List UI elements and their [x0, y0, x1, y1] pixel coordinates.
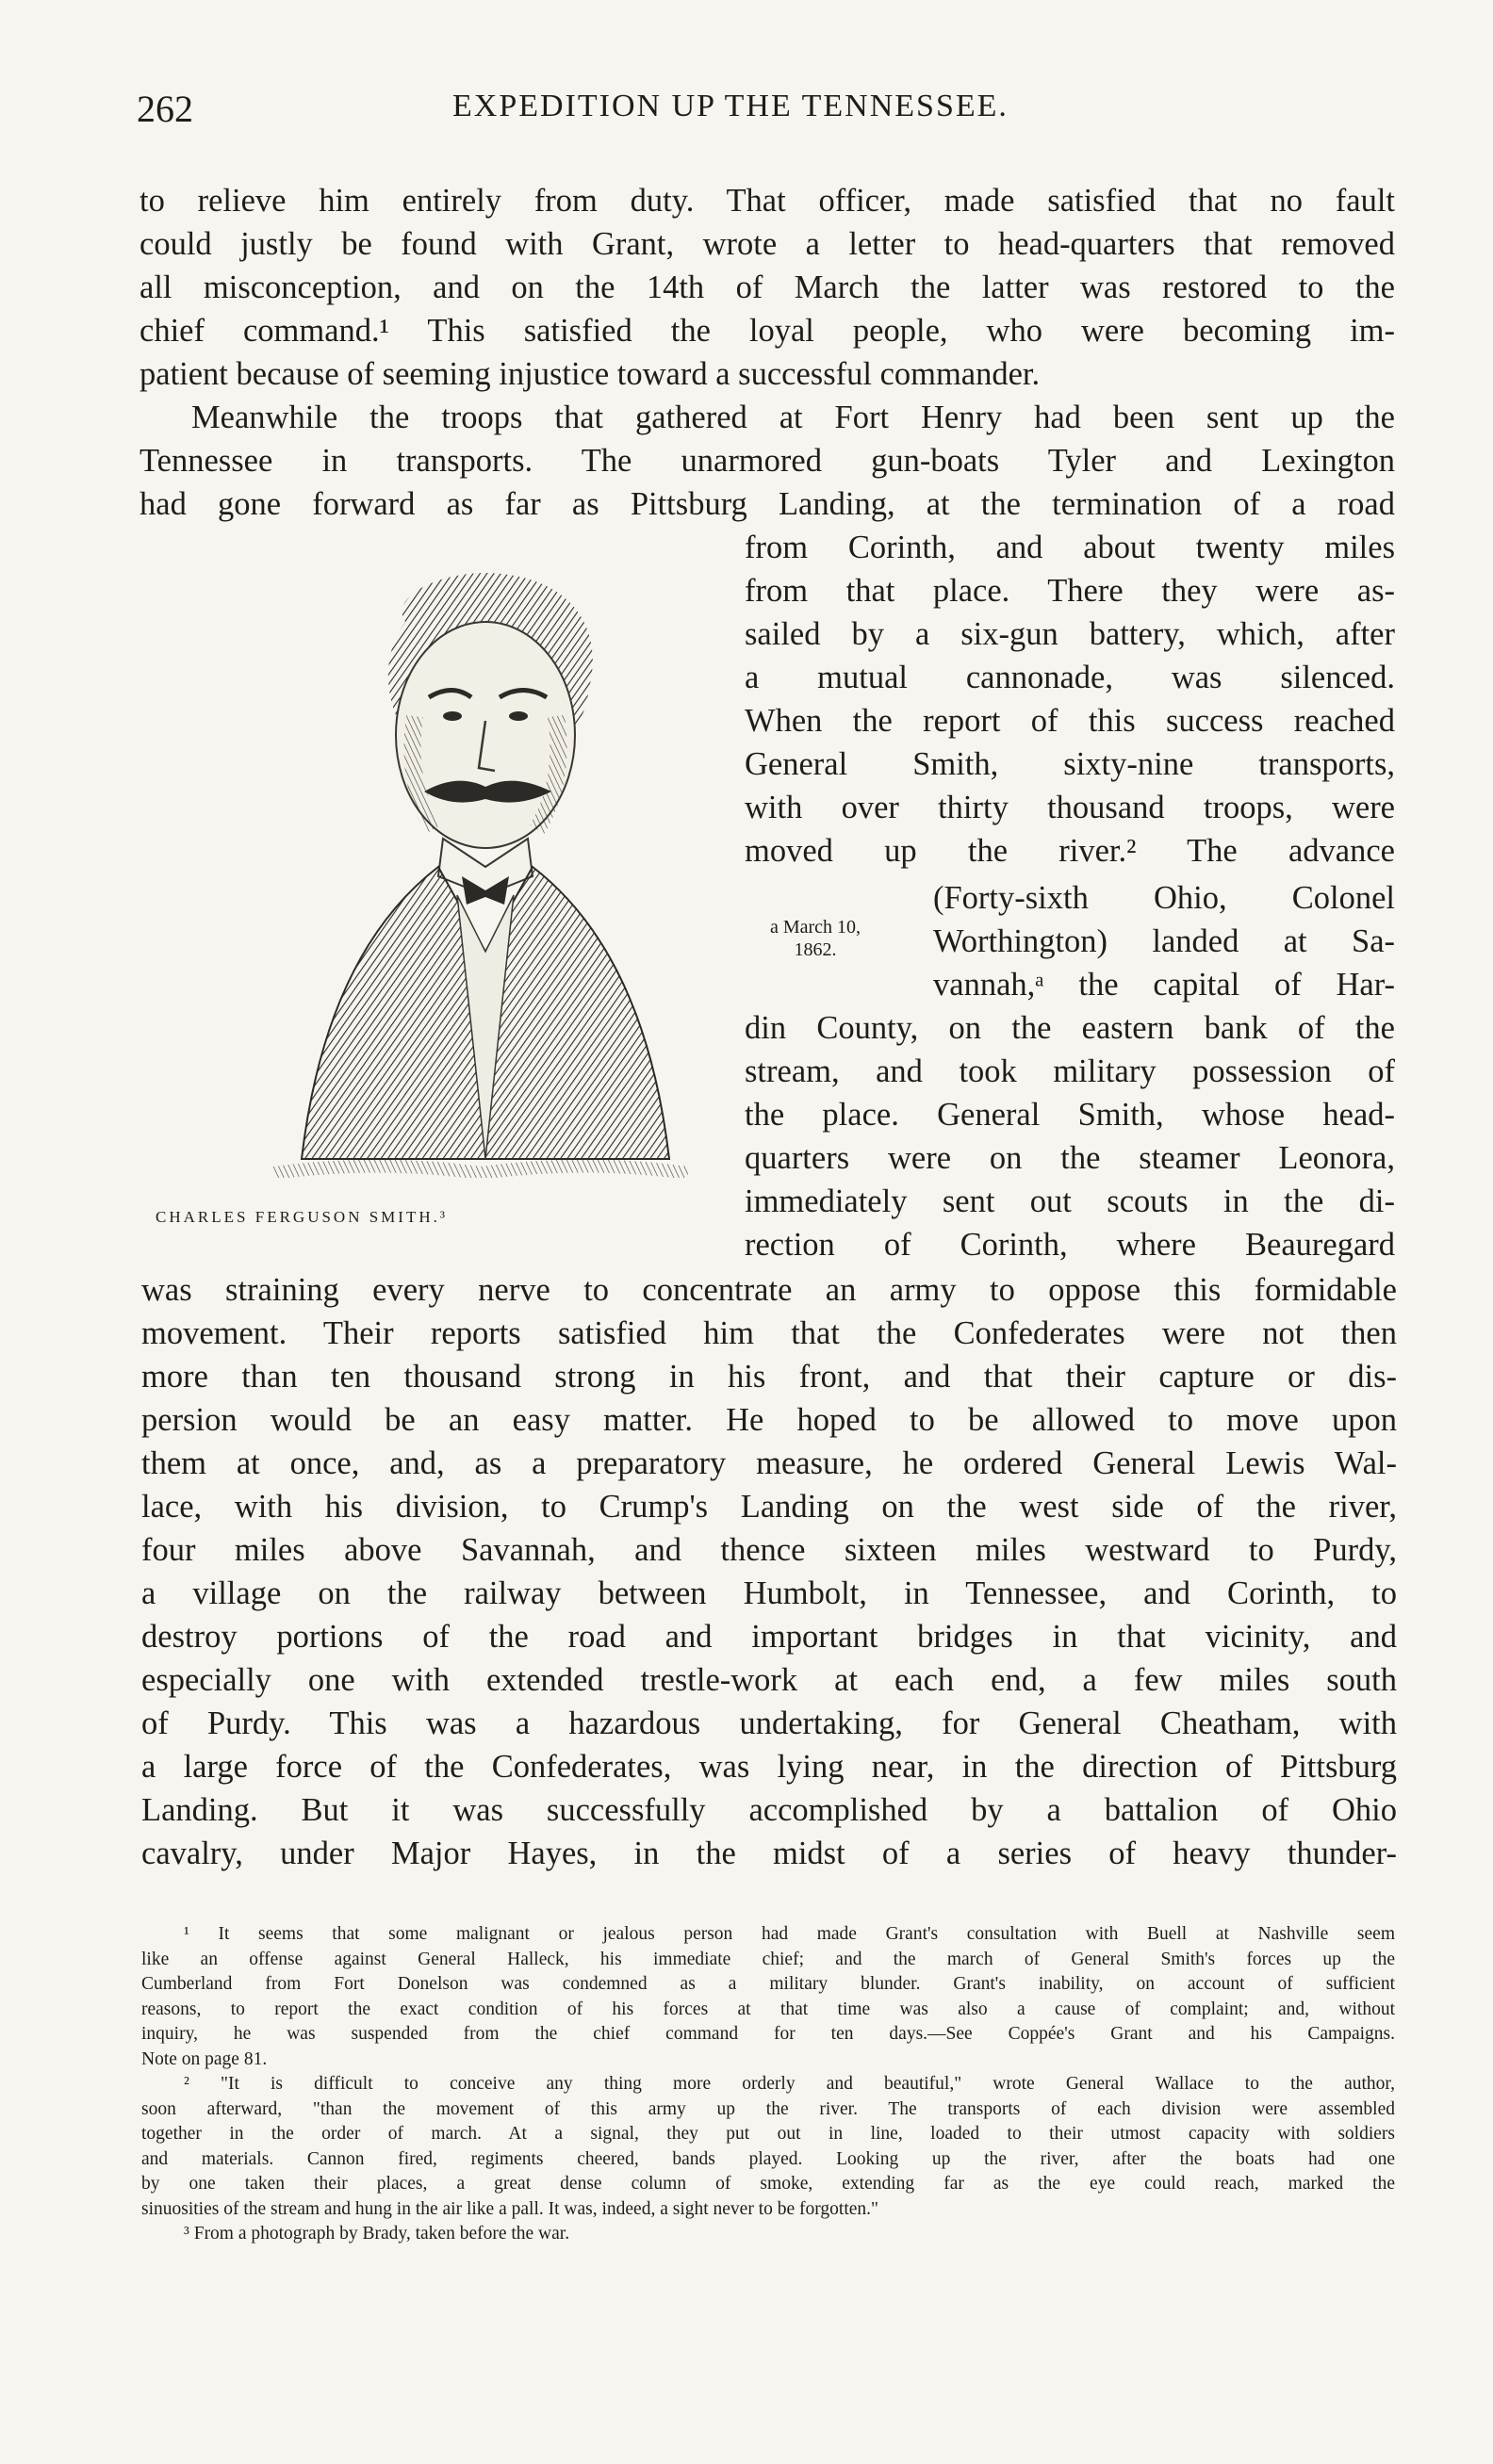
- footnote-line: like an offense against General Halleck, his immediate chief; and the march of General Smith's forces up the: [141, 1949, 1395, 1969]
- text-line: with over thirty thousand troops, were: [745, 790, 1395, 825]
- text-line: from Corinth, and about twenty miles: [745, 530, 1395, 565]
- footnotes: [141, 1922, 1395, 2247]
- text-line: from that place. There they were as-: [745, 573, 1395, 609]
- text-line: cavalry, under Major Hayes, in the midst of a series of heavy thunder-: [141, 1836, 1397, 1871]
- text-line: Meanwhile the troops that gathered at Fort Henry had been sent up the: [191, 400, 1395, 435]
- footnote-1: [141, 1922, 1395, 2072]
- lower-paragraph: [141, 1268, 1397, 1875]
- text-line: movement. Their reports satisfied him that the Confederates were not then: [141, 1315, 1397, 1351]
- text-line: din County, on the eastern bank of the: [745, 1010, 1395, 1046]
- text-line: When the report of this success reached: [745, 703, 1395, 739]
- text-line: (Forty-sixth Ohio, Colonel: [933, 880, 1395, 916]
- text-line: could justly be found with Grant, wrote a letter to head-quarters that removed: [139, 226, 1395, 262]
- footnote-line: sinuosities of the stream and hung in the air like a pall. It was, indeed, a sight never to be forgotten.": [141, 2198, 878, 2219]
- text-line: General Smith, sixty-nine transports,: [745, 746, 1395, 782]
- portrait-figure: [226, 556, 735, 1206]
- text-line: patient because of seeming injustice toward a successful commander.: [139, 356, 1041, 392]
- text-line: had gone forward as far as Pittsburg Landing, at the termination of a road: [139, 486, 1395, 522]
- text-line: more than ten thousand strong in his front, and that their capture or dis-: [141, 1359, 1397, 1395]
- text-line: Tennessee in transports. The unarmored gun-boats Tyler and Lexington: [139, 443, 1395, 479]
- footnote-line: ¹ It seems that some malignant or jealous person had made Grant's consultation with Buell at Nashville seem: [184, 1924, 1395, 1944]
- wrapped-text-lower: [745, 1006, 1395, 1266]
- footnote-line: reasons, to report the exact condition of his forces at that time was also a cause of complaint; and, without: [141, 1999, 1395, 2019]
- portrait-engraving: [264, 556, 697, 1178]
- text-line: was straining every nerve to concentrate an army to oppose this formidable: [141, 1272, 1397, 1308]
- text-line: quarters were on the steamer Leonora,: [745, 1140, 1395, 1176]
- text-line: vannah,ᵃ the capital of Har-: [933, 967, 1395, 1003]
- text-line: immediately sent out scouts in the di-: [745, 1183, 1395, 1219]
- text-line: all misconception, and on the 14th of March the latter was restored to the: [139, 269, 1395, 305]
- text-line: a large force of the Confederates, was lying near, in the direction of Pittsburg: [141, 1749, 1397, 1785]
- footnote-line: Cumberland from Fort Donelson was condemned as a military blunder. Grant's inability, on account of sufficient: [141, 1974, 1395, 1994]
- footnote-line: by one taken their places, a great dense column of smoke, extending far as the eye could reach, marked the: [141, 2174, 1395, 2194]
- footnote-line: Note on page 81.: [141, 2048, 268, 2069]
- text-line: four miles above Savannah, and thence sixteen miles westward to Purdy,: [141, 1532, 1397, 1568]
- text-line: persion would be an easy matter. He hoped to be allowed to move upon: [141, 1402, 1397, 1438]
- text-line: stream, and took military possession of: [745, 1053, 1395, 1089]
- running-title: EXPEDITION UP THE TENNESSEE.: [452, 89, 1009, 123]
- footnote-line: soon afterward, "than the movement of this army up the river. The transports of each division were assembled: [141, 2098, 1395, 2119]
- text-line: lace, with his division, to Crump's Landing on the west side of the river,: [141, 1489, 1397, 1525]
- figure-caption: CHARLES FERGUSON SMITH.³: [156, 1208, 448, 1226]
- top-paragraphs: [139, 179, 1395, 526]
- text-line: moved up the river.² The advance: [745, 833, 1395, 869]
- footnote-3: [141, 2222, 1395, 2247]
- footnote-line: together in the order of march. At a signal, they put out in line, loaded to their utmost capacity with soldiers: [141, 2124, 1395, 2144]
- text-line: a mutual cannonade, was silenced.: [745, 660, 1395, 695]
- footnote-line: ² "It is difficult to conceive any thing more orderly and beautiful," wrote General Wallace to the author,: [184, 2074, 1395, 2094]
- text-line: of Purdy. This was a hazardous undertaking, for General Cheatham, with: [141, 1705, 1397, 1741]
- footnote-2: [141, 2072, 1395, 2222]
- text-line: Worthington) landed at Sa-: [933, 923, 1395, 959]
- wrapped-text-narrow: [933, 876, 1395, 1006]
- text-line: them at once, and, as a preparatory measure, he ordered General Lewis Wal-: [141, 1445, 1397, 1481]
- text-line: to relieve him entirely from duty. That officer, made satisfied that no fault: [139, 183, 1395, 219]
- text-line: sailed by a six-gun battery, which, after: [745, 616, 1395, 652]
- page-header: [137, 87, 1390, 143]
- footnote-line: and materials. Cannon fired, regiments cheered, bands played. Looking up the river, after the boats had one: [141, 2148, 1395, 2169]
- text-line: a village on the railway between Humbolt, in Tennessee, and Corinth, to: [141, 1575, 1397, 1611]
- margin-date-note: a March 10, 1862.: [769, 917, 861, 960]
- footnote-line: ³ From a photograph by Brady, taken before the war.: [184, 2224, 570, 2244]
- wrapped-text-upper: [745, 526, 1395, 873]
- text-line: rection of Corinth, where Beauregard: [745, 1227, 1395, 1263]
- text-line: destroy portions of the road and important bridges in that vicinity, and: [141, 1619, 1397, 1655]
- text-line: especially one with extended trestle-work at each end, a few miles south: [141, 1662, 1397, 1698]
- text-line: chief command.¹ This satisfied the loyal people, who were becoming im-: [139, 313, 1395, 349]
- page-number: 262: [137, 88, 193, 130]
- text-line: Landing. But it was successfully accomplished by a battalion of Ohio: [141, 1792, 1397, 1828]
- text-line: the place. General Smith, whose head-: [745, 1097, 1395, 1133]
- footnote-line: inquiry, he was suspended from the chief command for ten days.—See Coppée's Grant and his Campaigns.: [141, 2024, 1395, 2044]
